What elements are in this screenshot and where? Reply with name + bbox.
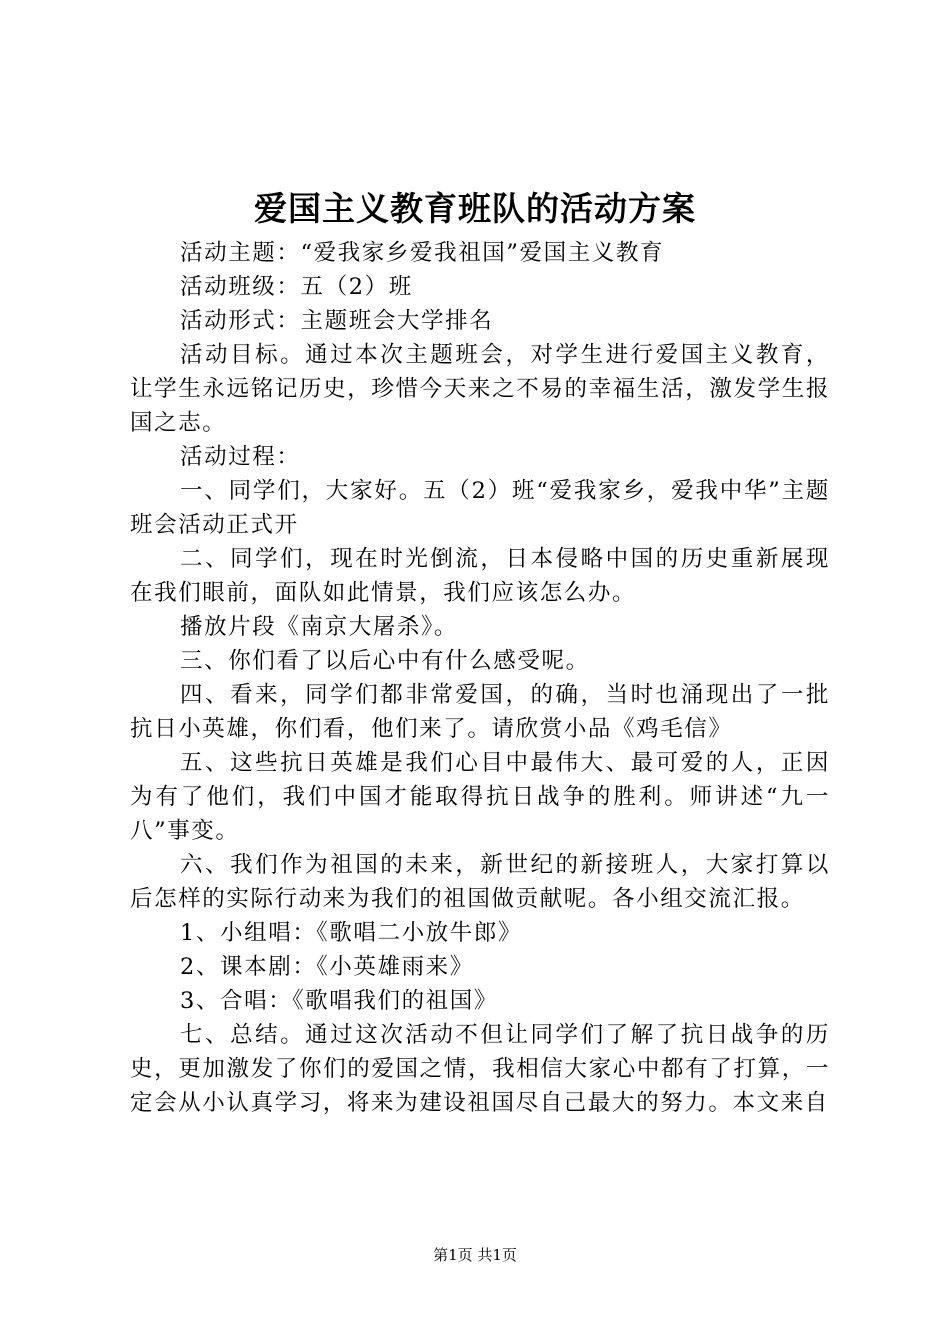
paragraph-step-3: 三、你们看了以后心中有什么感受呢。 xyxy=(180,648,590,674)
paragraph-theme: 活动主题：“爱我家乡爱我祖国”爱国主义教育 xyxy=(180,240,665,266)
paragraph-step-5: 五、这些抗日英雄是我们心目中最伟大、最可爱的人，正因为有了他们，我们中国才能取得抗日战争的胜利。师讲述“九一八”事变。 xyxy=(130,750,830,844)
page-number-footer: 第1页 共1页 xyxy=(433,1246,517,1264)
document-title: 爱国主义教育班队的活动方案 xyxy=(254,189,696,228)
paragraph-step-4: 四、看来，同学们都非常爱国，的确，当时也涌现出了一批抗日小英雄，你们看，他们来了。请欣赏小品《鸡毛信》 xyxy=(130,682,830,742)
document-body xyxy=(130,236,830,1120)
paragraph-format: 活动形式：主题班会大学排名 xyxy=(180,308,494,334)
paragraph-program-3: 3、合唱：《歌唱我们的祖国》 xyxy=(180,988,498,1014)
paragraph-step-1: 一、同学们，大家好。五（2）班“爱我家乡，爱我中华”主题班会活动正式开 xyxy=(130,478,830,538)
paragraph-program-2: 2、课本剧：《小英雄雨来》 xyxy=(180,954,474,980)
paragraph-class: 活动班级：五（2）班 xyxy=(180,274,413,300)
paragraph-summary: 七、总结。通过这次活动不但让同学们了解了抗日战争的历史，更加激发了你们的爱国之情，我相信大家心中都有了打算，一定会从小认真学习，将来为建设祖国尽自己最大的努力。本文来自 xyxy=(130,1022,830,1116)
paragraph-step-6: 六、我们作为祖国的未来，新世纪的新接班人，大家打算以后怎样的实际行动来为我们的祖国做贡献呢。各小组交流汇报。 xyxy=(130,852,830,912)
paragraph-step-2: 二、同学们，现在时光倒流，日本侵略中国的历史重新展现在我们眼前，面队如此情景，我们应该怎么办。 xyxy=(130,546,830,606)
paragraph-process-heading: 活动过程： xyxy=(180,444,301,470)
paragraph-film-clip: 播放片段《南京大屠杀》。 xyxy=(180,614,458,640)
paragraph-program-1: 1、小组唱：《歌唱二小放牛郎》 xyxy=(180,920,523,946)
paragraph-goal: 活动目标。通过本次主题班会，对学生进行爱国主义教育，让学生永远铭记历史，珍惜今天来之不易的幸福生活，激发学生报国之志。 xyxy=(130,342,830,436)
